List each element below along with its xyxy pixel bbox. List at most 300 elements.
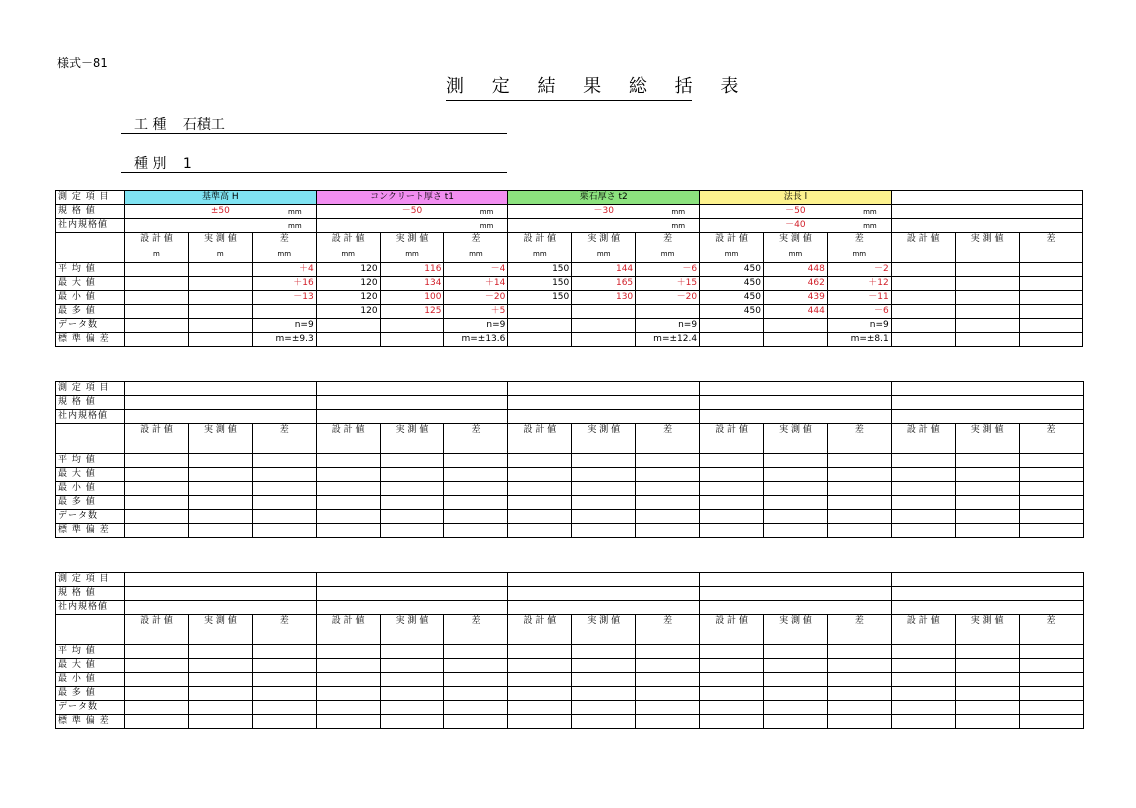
- value-cell: [827, 468, 891, 482]
- row-label-mode: 最 多 値: [56, 687, 125, 701]
- internal-standard-cell: mm: [508, 219, 700, 233]
- value-cell: [636, 454, 700, 468]
- column-header: 実 測 値: [764, 424, 828, 454]
- value-cell: ＋16: [252, 277, 316, 291]
- value-cell: [700, 496, 764, 510]
- value-cell: [636, 305, 700, 319]
- value-cell: 120: [316, 305, 380, 319]
- value-cell: [125, 659, 189, 673]
- internal-standard-cell: mm: [125, 219, 317, 233]
- value-cell: [508, 454, 572, 468]
- value-cell: [380, 482, 444, 496]
- column-header: 設 計 値: [700, 615, 764, 645]
- row-label-item: 測 定 項 目: [56, 191, 125, 205]
- value-cell: [764, 482, 828, 496]
- row-label-stdev: 標 準 偏 差: [56, 715, 125, 729]
- value-cell: [1019, 263, 1083, 277]
- value-cell: [1019, 496, 1083, 510]
- row-label-standard: 規 格 値: [56, 587, 125, 601]
- value-cell: [188, 496, 252, 510]
- value-cell: [508, 482, 572, 496]
- row-label-internal: 社内規格値: [56, 601, 125, 615]
- standard-cell: [700, 396, 892, 410]
- row-label-item: 測 定 項 目: [56, 573, 125, 587]
- value-cell: [125, 291, 189, 305]
- value-cell: [125, 263, 189, 277]
- value-cell: [316, 482, 380, 496]
- value-cell: [125, 277, 189, 291]
- column-header: 差: [444, 424, 508, 454]
- value-cell: －6: [636, 263, 700, 277]
- value-cell: 444: [763, 305, 827, 319]
- value-cell: [252, 645, 316, 659]
- group-name: [891, 573, 1083, 587]
- count-cell: [636, 701, 700, 715]
- value-cell: 125: [380, 305, 444, 319]
- internal-standard-cell: [508, 410, 700, 424]
- standard-cell: [891, 396, 1083, 410]
- value-cell: [700, 645, 764, 659]
- internal-standard-cell: [700, 601, 892, 615]
- value-cell: [636, 673, 700, 687]
- value-cell: [252, 454, 316, 468]
- row-label-max: 最 大 値: [56, 468, 125, 482]
- value-cell: [444, 673, 508, 687]
- row-label-count: データ数: [56, 319, 125, 333]
- row-label-min: 最 小 値: [56, 482, 125, 496]
- row-label-mode: 最 多 値: [56, 496, 125, 510]
- value-cell: [444, 687, 508, 701]
- value-cell: [891, 277, 955, 291]
- value-cell: [764, 454, 828, 468]
- stdev-cell: [1019, 524, 1083, 538]
- value-cell: [316, 687, 380, 701]
- stdev-cell: [636, 524, 700, 538]
- value-cell: [572, 659, 636, 673]
- column-header: 設 計 値: [125, 424, 189, 454]
- value-cell: [508, 468, 572, 482]
- standard-cell: [891, 205, 1083, 219]
- standard-cell: －50 mm: [316, 205, 508, 219]
- header-blank: [56, 233, 125, 263]
- value-cell: [572, 305, 636, 319]
- value-cell: 130: [572, 291, 636, 305]
- value-cell: [188, 645, 252, 659]
- column-header: 実 測 値 mm: [572, 233, 636, 263]
- group-name: [700, 382, 892, 396]
- row-label-max: 最 大 値: [56, 659, 125, 673]
- value-cell: [252, 482, 316, 496]
- value-cell: ＋12: [827, 277, 891, 291]
- standard-cell: [316, 396, 508, 410]
- value-cell: [955, 277, 1019, 291]
- group-name: 法長 l: [700, 191, 892, 205]
- internal-standard-cell: [508, 601, 700, 615]
- value-cell: [1019, 659, 1083, 673]
- stdev-cell: [827, 524, 891, 538]
- column-header: 設 計 値: [508, 424, 572, 454]
- count-cell: [1019, 510, 1083, 524]
- work-type-label: 工 種: [134, 117, 167, 133]
- group-name: [508, 382, 700, 396]
- column-header: 差: [444, 615, 508, 645]
- column-header: 差 mm: [444, 233, 508, 263]
- group-name: [891, 382, 1083, 396]
- row-label-mode: 最 多 値: [56, 305, 125, 319]
- internal-standard-cell: mm: [316, 219, 508, 233]
- column-header: 実 測 値: [380, 424, 444, 454]
- column-header: 実 測 値: [955, 424, 1019, 454]
- value-cell: [891, 482, 955, 496]
- value-cell: [380, 496, 444, 510]
- internal-standard-cell: [125, 601, 317, 615]
- value-cell: 120: [316, 263, 380, 277]
- column-header: 差 mm: [252, 233, 316, 263]
- value-cell: [955, 305, 1019, 319]
- value-cell: [572, 454, 636, 468]
- value-cell: [444, 454, 508, 468]
- value-cell: [827, 454, 891, 468]
- group-name: [125, 573, 317, 587]
- value-cell: [955, 454, 1019, 468]
- value-cell: [188, 468, 252, 482]
- stdev-cell: m=±8.1: [827, 333, 891, 347]
- column-header: 実 測 値: [380, 615, 444, 645]
- value-cell: [955, 673, 1019, 687]
- value-cell: [380, 659, 444, 673]
- value-cell: [125, 482, 189, 496]
- value-cell: [444, 468, 508, 482]
- standard-cell: [700, 587, 892, 601]
- stdev-cell: [1019, 715, 1083, 729]
- internal-standard-cell: [700, 410, 892, 424]
- count-cell: [252, 510, 316, 524]
- value-cell: 439: [763, 291, 827, 305]
- group-name: [700, 573, 892, 587]
- count-cell: n=9: [444, 319, 508, 333]
- value-cell: [955, 645, 1019, 659]
- stdev-cell: [444, 524, 508, 538]
- group-name: 基準高 H: [125, 191, 317, 205]
- value-cell: [891, 687, 955, 701]
- value-cell: [827, 659, 891, 673]
- row-label-average: 平 均 値: [56, 263, 125, 277]
- value-cell: [636, 659, 700, 673]
- value-cell: [1019, 645, 1083, 659]
- value-cell: 150: [508, 277, 572, 291]
- value-cell: [572, 482, 636, 496]
- value-cell: [764, 687, 828, 701]
- value-cell: [636, 496, 700, 510]
- column-header: 設 計 値: [891, 615, 955, 645]
- value-cell: [1019, 687, 1083, 701]
- count-cell: n=9: [252, 319, 316, 333]
- value-cell: －20: [636, 291, 700, 305]
- value-cell: 150: [508, 291, 572, 305]
- standard-cell: [125, 587, 317, 601]
- header-blank: [56, 615, 125, 645]
- value-cell: [125, 687, 189, 701]
- value-cell: [764, 673, 828, 687]
- column-header: 実 測 値: [955, 615, 1019, 645]
- value-cell: [764, 468, 828, 482]
- group-name: [508, 573, 700, 587]
- column-header: 差 mm: [636, 233, 700, 263]
- value-cell: [572, 645, 636, 659]
- value-cell: [125, 454, 189, 468]
- value-cell: [316, 645, 380, 659]
- value-cell: [316, 496, 380, 510]
- value-cell: 448: [763, 263, 827, 277]
- value-cell: [252, 468, 316, 482]
- column-header: 差: [1019, 424, 1083, 454]
- value-cell: [444, 482, 508, 496]
- value-cell: [380, 673, 444, 687]
- row-label-count: データ数: [56, 510, 125, 524]
- value-cell: [1019, 454, 1083, 468]
- row-label-average: 平 均 値: [56, 645, 125, 659]
- column-header: 差: [827, 615, 891, 645]
- internal-standard-cell: [316, 410, 508, 424]
- standard-cell: [316, 587, 508, 601]
- header-blank: [56, 424, 125, 454]
- value-cell: [572, 687, 636, 701]
- row-label-standard: 規 格 値: [56, 205, 125, 219]
- row-label-item: 測 定 項 目: [56, 382, 125, 396]
- column-header: 設 計 値 mm: [316, 233, 380, 263]
- kind-line: [121, 153, 507, 173]
- group-name: [891, 191, 1083, 205]
- value-cell: ＋4: [252, 263, 316, 277]
- value-cell: [252, 659, 316, 673]
- value-cell: 134: [380, 277, 444, 291]
- group-name: コンクリート厚さ t1: [316, 191, 508, 205]
- count-cell: [636, 510, 700, 524]
- value-cell: 150: [508, 263, 572, 277]
- value-cell: [252, 687, 316, 701]
- value-cell: [891, 645, 955, 659]
- row-label-min: 最 小 値: [56, 673, 125, 687]
- column-header: 実 測 値: [764, 615, 828, 645]
- row-label-standard: 規 格 値: [56, 396, 125, 410]
- column-header: 実 測 値: [572, 424, 636, 454]
- column-header: 差: [827, 424, 891, 454]
- column-header: 設 計 値: [125, 615, 189, 645]
- column-header: 差 mm: [827, 233, 891, 263]
- row-label-max: 最 大 値: [56, 277, 125, 291]
- value-cell: [955, 496, 1019, 510]
- summary-table-3: [55, 572, 1084, 729]
- column-header: 設 計 値: [316, 615, 380, 645]
- value-cell: [827, 687, 891, 701]
- value-cell: [188, 277, 252, 291]
- value-cell: ＋5: [444, 305, 508, 319]
- count-cell: [1019, 319, 1083, 333]
- column-header: 設 計 値 mm: [508, 233, 572, 263]
- value-cell: [700, 468, 764, 482]
- value-cell: [380, 687, 444, 701]
- internal-standard-cell: [891, 601, 1083, 615]
- page-title: 測 定 結 果 総 括 表: [446, 72, 692, 101]
- value-cell: [700, 482, 764, 496]
- count-cell: n=9: [827, 319, 891, 333]
- value-cell: [188, 263, 252, 277]
- row-label-min: 最 小 値: [56, 291, 125, 305]
- value-cell: [380, 468, 444, 482]
- value-cell: [700, 659, 764, 673]
- value-cell: [125, 305, 189, 319]
- value-cell: [700, 673, 764, 687]
- column-header: 実 測 値: [955, 233, 1019, 263]
- value-cell: [955, 659, 1019, 673]
- stdev-cell: [827, 715, 891, 729]
- value-cell: －4: [444, 263, 508, 277]
- group-name: 栗石厚さ t2: [508, 191, 700, 205]
- value-cell: [955, 482, 1019, 496]
- value-cell: [1019, 291, 1083, 305]
- value-cell: [636, 482, 700, 496]
- internal-standard-cell: [891, 219, 1083, 233]
- group-name: [125, 382, 317, 396]
- value-cell: [700, 454, 764, 468]
- stdev-cell: m=±9.3: [252, 333, 316, 347]
- row-label-internal: 社内規格値: [56, 219, 125, 233]
- column-header: 実 測 値 mm: [763, 233, 827, 263]
- standard-cell: [125, 396, 317, 410]
- count-cell: [252, 701, 316, 715]
- value-cell: [636, 687, 700, 701]
- internal-standard-cell: [125, 410, 317, 424]
- stdev-cell: [252, 524, 316, 538]
- column-header: 実 測 値: [572, 615, 636, 645]
- stdev-cell: m=±13.6: [444, 333, 508, 347]
- value-cell: [1019, 482, 1083, 496]
- column-header: 設 計 値 m: [125, 233, 189, 263]
- count-cell: [827, 701, 891, 715]
- summary-table-2: [55, 381, 1084, 538]
- value-cell: [764, 645, 828, 659]
- row-label-stdev: 標 準 偏 差: [56, 524, 125, 538]
- value-cell: [636, 468, 700, 482]
- standard-cell: －50 mm: [700, 205, 892, 219]
- value-cell: －20: [444, 291, 508, 305]
- value-cell: [252, 496, 316, 510]
- value-cell: [188, 673, 252, 687]
- value-cell: [764, 659, 828, 673]
- stdev-cell: [252, 715, 316, 729]
- column-header: 実 測 値 mm: [380, 233, 444, 263]
- internal-standard-cell: －40 mm: [700, 219, 892, 233]
- value-cell: 100: [380, 291, 444, 305]
- value-cell: [316, 468, 380, 482]
- value-cell: [188, 305, 252, 319]
- value-cell: 144: [572, 263, 636, 277]
- value-cell: [188, 687, 252, 701]
- row-label-count: データ数: [56, 701, 125, 715]
- column-header: 実 測 値: [188, 424, 252, 454]
- count-cell: [1019, 701, 1083, 715]
- group-name: [316, 382, 508, 396]
- value-cell: [572, 496, 636, 510]
- value-cell: [125, 673, 189, 687]
- standard-cell: ±50 mm: [125, 205, 317, 219]
- kind-value: 1: [182, 156, 192, 172]
- value-cell: [252, 305, 316, 319]
- summary-table-1: [55, 190, 1083, 347]
- stdev-cell: [636, 715, 700, 729]
- value-cell: [955, 291, 1019, 305]
- count-cell: n=9: [636, 319, 700, 333]
- value-cell: [955, 687, 1019, 701]
- count-cell: [444, 510, 508, 524]
- row-label-internal: 社内規格値: [56, 410, 125, 424]
- value-cell: ＋15: [636, 277, 700, 291]
- row-label-stdev: 標 準 偏 差: [56, 333, 125, 347]
- column-header: 設 計 値 mm: [700, 233, 764, 263]
- value-cell: －2: [827, 263, 891, 277]
- count-cell: [444, 701, 508, 715]
- column-header: 差: [252, 615, 316, 645]
- value-cell: [188, 482, 252, 496]
- value-cell: [827, 645, 891, 659]
- value-cell: [891, 673, 955, 687]
- value-cell: 450: [700, 291, 764, 305]
- stdev-cell: [1019, 333, 1083, 347]
- column-header: 差: [1019, 233, 1083, 263]
- column-header: 設 計 値: [508, 615, 572, 645]
- value-cell: [125, 496, 189, 510]
- value-cell: 450: [700, 263, 764, 277]
- column-header: 差: [636, 424, 700, 454]
- value-cell: [188, 659, 252, 673]
- value-cell: [955, 468, 1019, 482]
- value-cell: [316, 659, 380, 673]
- value-cell: [1019, 277, 1083, 291]
- value-cell: －11: [827, 291, 891, 305]
- value-cell: 116: [380, 263, 444, 277]
- standard-cell: [508, 396, 700, 410]
- value-cell: [508, 673, 572, 687]
- value-cell: [188, 454, 252, 468]
- value-cell: ＋14: [444, 277, 508, 291]
- value-cell: [891, 263, 955, 277]
- value-cell: [316, 454, 380, 468]
- value-cell: [572, 468, 636, 482]
- value-cell: －6: [827, 305, 891, 319]
- standard-cell: [508, 587, 700, 601]
- value-cell: [764, 496, 828, 510]
- form-number: 様式－81: [57, 56, 108, 70]
- column-header: 設 計 値: [316, 424, 380, 454]
- group-name: [316, 573, 508, 587]
- stdev-cell: m=±12.4: [636, 333, 700, 347]
- internal-standard-cell: [891, 410, 1083, 424]
- work-type-value: 石積工: [182, 117, 225, 133]
- standard-cell: －30 mm: [508, 205, 700, 219]
- row-label-average: 平 均 値: [56, 454, 125, 468]
- value-cell: 120: [316, 291, 380, 305]
- value-cell: [891, 468, 955, 482]
- column-header: 設 計 値: [891, 424, 955, 454]
- value-cell: [444, 659, 508, 673]
- column-header: 差: [1019, 615, 1083, 645]
- value-cell: [508, 659, 572, 673]
- value-cell: 450: [700, 277, 764, 291]
- value-cell: 165: [572, 277, 636, 291]
- value-cell: [891, 496, 955, 510]
- column-header: 差: [636, 615, 700, 645]
- column-header: 実 測 値 m: [188, 233, 252, 263]
